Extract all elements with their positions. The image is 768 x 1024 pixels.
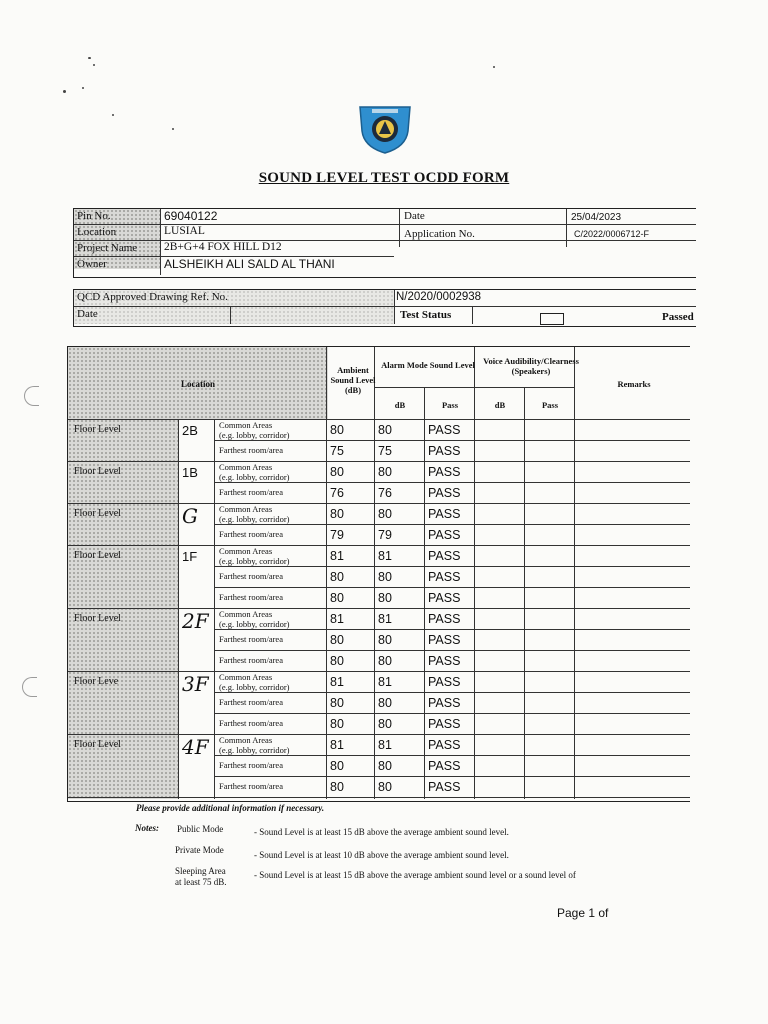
alarm-pass-value: PASS [428,738,461,752]
column-divider [214,419,215,799]
voice-pass-header: Pass [541,400,559,410]
floor-level-value: 2B [182,423,198,438]
alarm-pass-value: PASS [428,675,461,689]
alarm-pass-value: PASS [428,528,461,542]
status-checkbox[interactable] [540,313,564,325]
alarm-db-value: 80 [378,507,392,521]
date-value: 25/04/2023 [571,212,622,223]
alarm-pass-value: PASS [428,570,461,584]
project-row [74,241,394,257]
area-example: (e.g. lobby, corridor) [219,682,290,692]
scan-speck [93,64,95,66]
area-example: (e.g. lobby, corridor) [219,514,290,524]
row-divider [214,755,690,756]
owner-value: ALSHEIKH ALI SALD AL THANI [164,257,335,271]
area-example: (e.g. lobby, corridor) [219,619,290,629]
alarm-db-value: 81 [378,612,392,626]
floor-level-value: 3F [182,672,209,696]
alarm-pass-value: PASS [428,717,461,731]
alarm-db-value: 80 [378,465,392,479]
notes-label: Notes: [135,823,159,833]
civil-defence-emblem-icon [354,103,416,155]
row-divider [214,692,690,693]
alarm-db-header: dB [394,400,406,410]
divider [566,209,567,247]
column-divider [574,347,575,799]
row-divider [68,545,690,546]
area-label: Farthest room/area [219,655,283,665]
ambient-db-value: 80 [330,465,344,479]
column-divider [178,419,179,799]
status-value: Passed [662,311,694,323]
area-label: Common Areas [219,609,273,619]
row-divider [68,734,690,735]
ambient-db-value: 81 [330,612,344,626]
row-divider [68,461,690,462]
alarm-pass-value: PASS [428,486,461,500]
alarm-pass-value: PASS [428,612,461,626]
row-divider [214,482,690,483]
qcd-label: QCD Approved Drawing Ref. No. [77,291,228,303]
location-label: Location [77,226,117,238]
area-label: Common Areas [219,546,273,556]
date-label: Date [404,210,425,222]
project-value: 2B+G+4 FOX HILL D12 [164,241,282,253]
alarm-db-value: 80 [378,696,392,710]
row-divider [68,797,690,798]
alarm-header: Alarm Mode Sound Level [381,360,475,370]
area-label: Farthest room/area [219,697,283,707]
ambient-db-value: 81 [330,738,344,752]
ambient-db-value: 80 [330,717,344,731]
column-divider [474,347,475,799]
project-label: Project Name [77,242,138,254]
pin-value: 69040122 [164,209,218,223]
alarm-pass-value: PASS [428,696,461,710]
status-label: Test Status [400,309,452,321]
area-example: (e.g. lobby, corridor) [219,430,290,440]
area-label: Farthest room/area [219,571,283,581]
alarm-db-value: 80 [378,759,392,773]
row-divider [214,440,690,441]
ambient-db-value: 80 [330,423,344,437]
ambient-db-value: 80 [330,759,344,773]
alarm-db-value: 81 [378,549,392,563]
alarm-db-value: 75 [378,444,392,458]
project-info-box [73,208,696,278]
alarm-pass-value: PASS [428,780,461,794]
alarm-db-value: 79 [378,528,392,542]
alarm-db-value: 80 [378,654,392,668]
qcd-value: N/2020/0002938 [396,291,482,303]
alarm-pass-value: PASS [428,591,461,605]
alarm-db-value: 80 [378,717,392,731]
location-header: Location [180,379,215,389]
ambient-db-value: 79 [330,528,344,542]
area-label: Farthest room/area [219,781,283,791]
scan-speck [82,87,84,89]
column-divider [374,347,375,799]
area-label: Common Areas [219,420,273,430]
area-label: Farthest room/area [219,634,283,644]
ambient-db-value: 80 [330,780,344,794]
public-mode-label: Public Mode [177,824,224,834]
floor-label: Floor Level [74,424,121,435]
alarm-pass-value: PASS [428,444,461,458]
scan-speck [493,66,495,68]
punch-hole-mark [24,386,39,406]
column-divider [424,387,425,799]
alarm-db-value: 81 [378,675,392,689]
alarm-db-value: 80 [378,780,392,794]
row-divider [214,776,690,777]
alarm-pass-value: PASS [428,507,461,521]
floor-label: Floor Level [74,550,121,561]
row-divider [68,671,690,672]
form-title: SOUND LEVEL TEST OCDD FORM [258,170,510,186]
pin-row [74,209,696,225]
alarm-pass-value: PASS [428,759,461,773]
remarks-header: Remarks [617,379,651,389]
ambient-db-value: 81 [330,549,344,563]
alarm-pass-value: PASS [428,465,461,479]
divider [399,209,400,247]
row-divider [68,608,690,609]
floor-level-value: 1F [182,549,198,564]
application-label: Application No. [404,228,475,240]
scan-speck [88,57,91,59]
public-mode-text: - Sound Level is at least 15 dB above the average ambient sound level. [254,827,509,837]
floor-label: Floor Level [74,508,121,519]
divider [74,306,696,307]
row-divider [214,524,690,525]
area-label: Farthest room/area [219,760,283,770]
scan-speck [112,114,114,116]
area-label: Common Areas [219,504,273,514]
column-divider [326,347,327,799]
area-label: Common Areas [219,672,273,682]
page-number: Page 1 of [557,906,609,920]
alarm-db-value: 80 [378,633,392,647]
alarm-db-value: 80 [378,423,392,437]
scan-speck [63,90,66,93]
sleeping-area-label-2: at least 75 dB. [175,877,227,887]
ambient-db-value: 80 [330,633,344,647]
divider [160,209,161,275]
column-divider [524,387,525,799]
ambient-db-value: 76 [330,486,344,500]
ambient-db-value: 80 [330,507,344,521]
area-label: Farthest room/area [219,445,283,455]
alarm-pass-value: PASS [428,423,461,437]
scan-speck [172,128,174,130]
owner-label: Owner [77,258,107,270]
ambient-header: Ambient Sound Level (dB) [330,365,376,395]
ambient-db-value: 81 [330,675,344,689]
floor-label: Floor Level [74,613,121,624]
ambient-db-value: 80 [330,654,344,668]
ambient-db-value: 80 [330,570,344,584]
row-divider [214,566,690,567]
punch-hole-mark [22,677,37,697]
ambient-db-value: 80 [330,696,344,710]
ref-date-label: Date [77,308,98,320]
floor-label: Floor Level [74,466,121,477]
voice-db-header: dB [494,400,506,410]
reference-box [73,289,696,327]
sound-level-table [67,346,690,802]
alarm-db-value: 80 [378,570,392,584]
ambient-db-value: 80 [330,591,344,605]
row-divider [214,629,690,630]
floor-label: Floor Level [74,739,121,750]
alarm-pass-value: PASS [428,654,461,668]
row-divider [214,650,690,651]
floor-level-value: G [182,504,198,528]
additional-info-note: Please provide additional information if necessary. [136,803,325,813]
area-label: Farthest room/area [219,529,283,539]
pin-label: Pin No. [77,210,111,222]
voice-header: Voice Audibility/Clearness (Speakers) [483,356,579,376]
application-value: C/2022/0006712-F [574,229,650,239]
area-label: Common Areas [219,735,273,745]
area-label: Farthest room/area [219,718,283,728]
floor-label: Floor Leve [74,676,119,687]
divider [472,306,473,324]
row-divider [214,587,690,588]
location-row [74,225,696,241]
row-divider [68,503,690,504]
area-example: (e.g. lobby, corridor) [219,745,290,755]
area-label: Farthest room/area [219,487,283,497]
area-example: (e.g. lobby, corridor) [219,556,290,566]
sleeping-area-label: Sleeping Area [175,866,226,876]
alarm-pass-header: Pass [441,400,459,410]
private-mode-text: - Sound Level is at least 10 dB above the average ambient sound level. [254,850,509,860]
sleeping-area-text: - Sound Level is at least 15 dB above the average ambient sound level or a sound level of [254,870,576,880]
divider [230,306,231,324]
floor-level-value: 1B [182,465,198,480]
alarm-pass-value: PASS [428,549,461,563]
area-label: Common Areas [219,462,273,472]
alarm-db-value: 81 [378,738,392,752]
location-value: LUSIAL [164,225,205,237]
floor-level-value: 4F [182,735,209,759]
area-label: Farthest room/area [219,592,283,602]
alarm-db-value: 80 [378,591,392,605]
alarm-pass-value: PASS [428,633,461,647]
floor-level-value: 2F [182,609,209,633]
divider [394,290,395,324]
ambient-db-value: 75 [330,444,344,458]
private-mode-label: Private Mode [175,845,224,855]
row-divider [214,713,690,714]
header-bottom-line [68,419,690,420]
alarm-db-value: 76 [378,486,392,500]
owner-row [74,257,696,272]
area-example: (e.g. lobby, corridor) [219,472,290,482]
